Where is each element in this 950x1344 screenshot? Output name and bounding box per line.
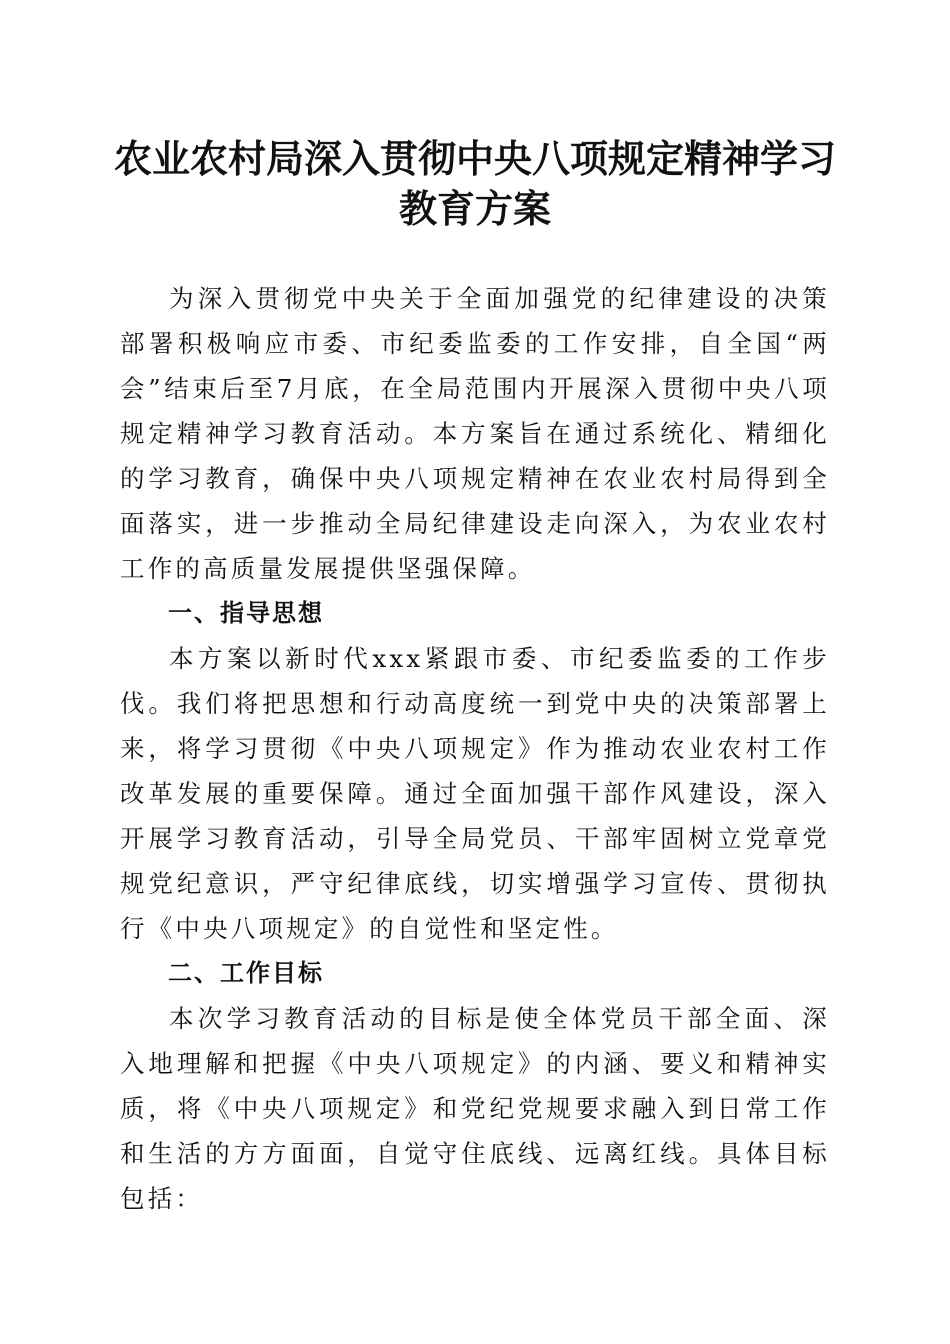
section-paragraph-guiding-thought: 本方案以新时代xxx紧跟市委、市纪委监委的工作步伐。我们将把思想和行动高度统一到党中央的决策部署上来，将学习贯彻《中央八项规定》作为推动农业农村工作改革发展的重要保障。通过全面加强干部作风建设，深入开展学习教育活动，引导全局党员、干部牢固树立党章党规党纪意识，严守纪律底线，切实增强学习宣传、贯彻执行《中央八项规定》的自觉性和坚定性。	[120, 644, 830, 943]
intro-paragraph: 为深入贯彻党中央关于全面加强党的纪律建设的决策部署积极响应市委、市纪委监委的工作安排，自全国“两会”结束后至7月底，在全局范围内开展深入贯彻中央八项规定精神学习教育活动。本方案旨在通过系统化、精细化的学习教育，确保中央八项规定精神在农业农村局得到全面落实，进一步推动全局纪律建设走向深入，为农业农村工作的高质量发展提供坚强保障。	[120, 284, 830, 583]
document-title: 农业农村局深入贯彻中央八项规定精神学习教育方案	[113, 136, 836, 231]
section-heading-guiding-thought: 一、指导思想	[168, 599, 324, 627]
section-heading-work-goals: 二、工作目标	[168, 959, 324, 987]
document-body	[120, 276, 830, 1221]
section-paragraph-work-goals: 本次学习教育活动的目标是使全体党员干部全面、深入地理解和把握《中央八项规定》的内涵、要义和精神实质，将《中央八项规定》和党纪党规要求融入到日常工作和生活的方方面面，自觉守住底线、远离红线。具体目标包括：	[120, 1004, 830, 1213]
